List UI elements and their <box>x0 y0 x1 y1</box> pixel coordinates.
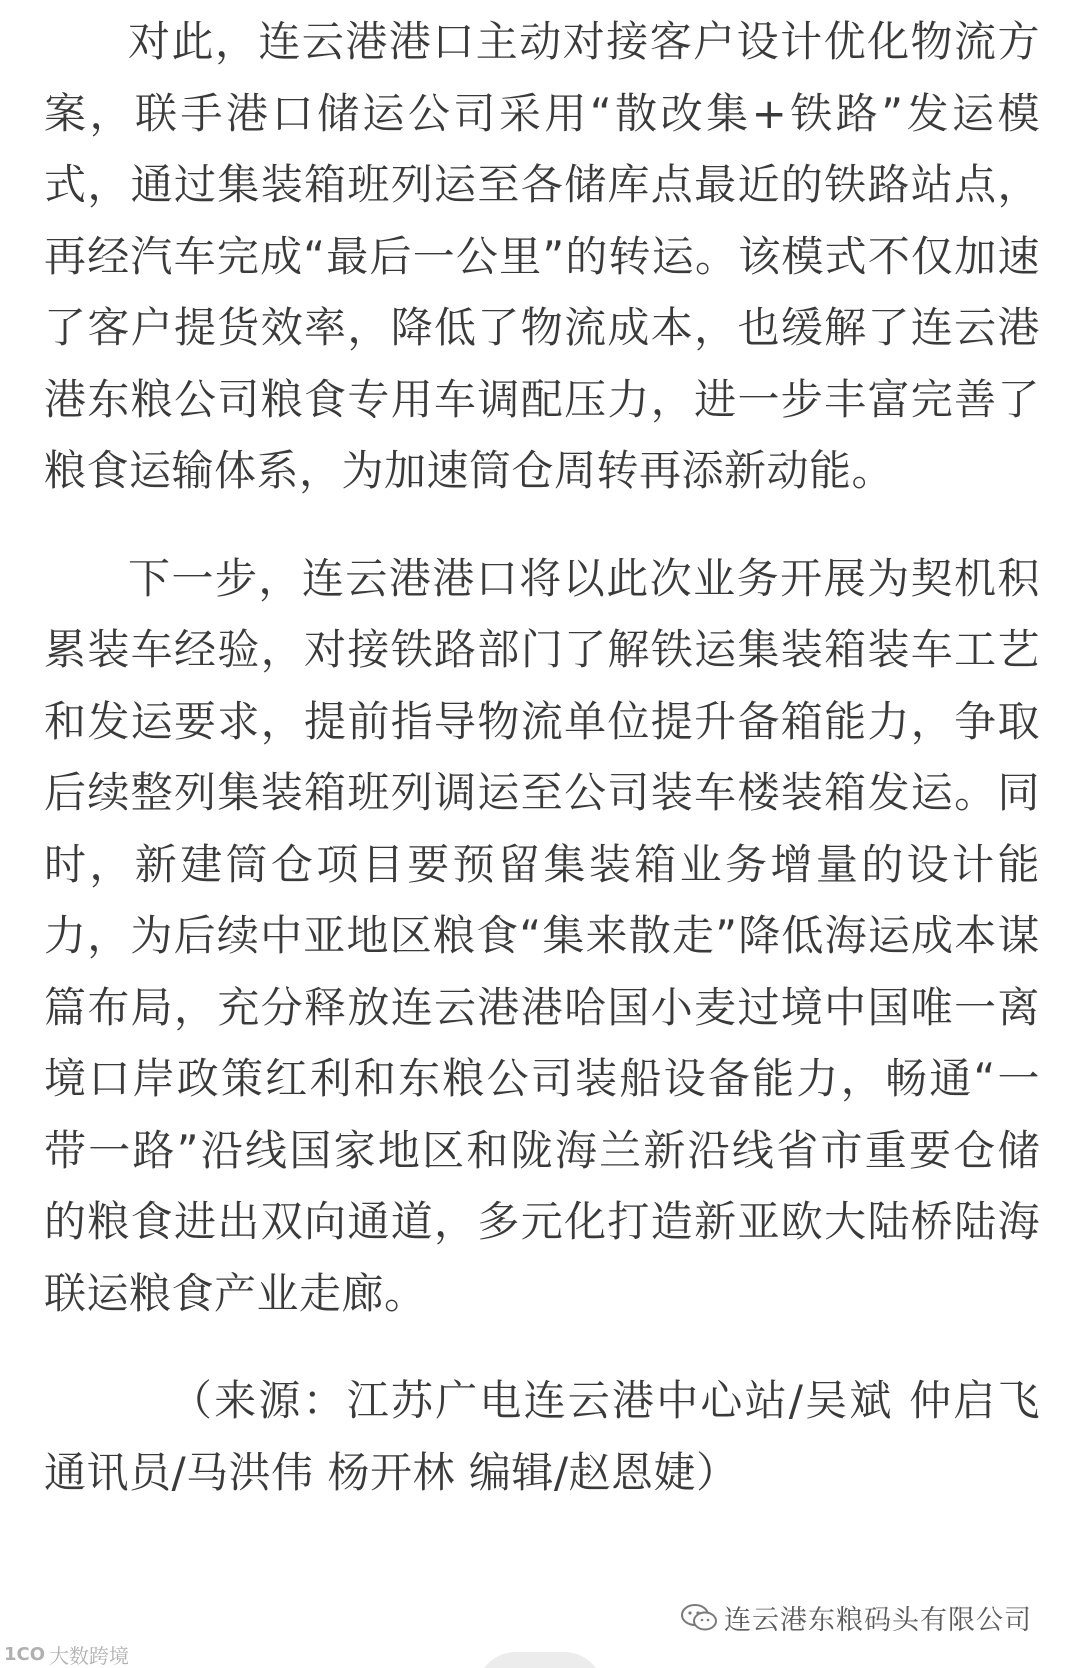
corner-logo-mark: 1CO <box>4 1644 46 1665</box>
article-body <box>44 6 1040 1508</box>
corner-logo <box>4 1640 129 1668</box>
wechat-icon <box>680 1603 718 1633</box>
paragraph-1: 对此，连云港港口主动对接客户设计优化物流方案，联手港口储运公司采用“散改集+铁路”发运模式，通过集装箱班列运至各储库点最近的铁路站点，再经汽车完成“最后一公里”的转运。该模式不仅加速了客户提货效率，降低了物流成本，也缓解了连云港港东粮公司粮食专用车调配压力，进一步丰富完善了粮食运输体系，为加速筒仓周转再添新动能。 <box>44 17 1040 495</box>
wechat-account-watermark <box>672 1596 1040 1639</box>
source-credit: （来源：江苏广电连云港中心站/吴斌 仲启飞 通讯员/马洪伟 杨开林 编辑/赵恩婕） <box>44 1376 1040 1497</box>
wechat-account-name: 连云港东粮码头有限公司 <box>724 1605 1032 1636</box>
corner-logo-text: 大数跨境 <box>49 1644 130 1668</box>
bottom-decoration <box>476 1652 604 1668</box>
paragraph-2: 下一步，连云港港口将以此次业务开展为契机积累装车经验，对接铁路部门了解铁运集装箱装车工艺和发运要求，提前指导物流单位提升备箱能力，争取后续整列集装箱班列调运至公司装车楼装箱发运。同时，新建筒仓项目要预留集装箱业务增量的设计能力，为后续中亚地区粮食“集来散走”降低海运成本谋篇布局，充分释放连云港港哈国小麦过境中国唯一离境口岸政策红利和东粮公司装船设备能力，畅通“一带一路”沿线国家地区和陇海兰新沿线省市重要仓储的粮食进出双向通道，多元化打造新亚欧大陆桥陆海联运粮食产业走廊。 <box>44 553 1040 1318</box>
